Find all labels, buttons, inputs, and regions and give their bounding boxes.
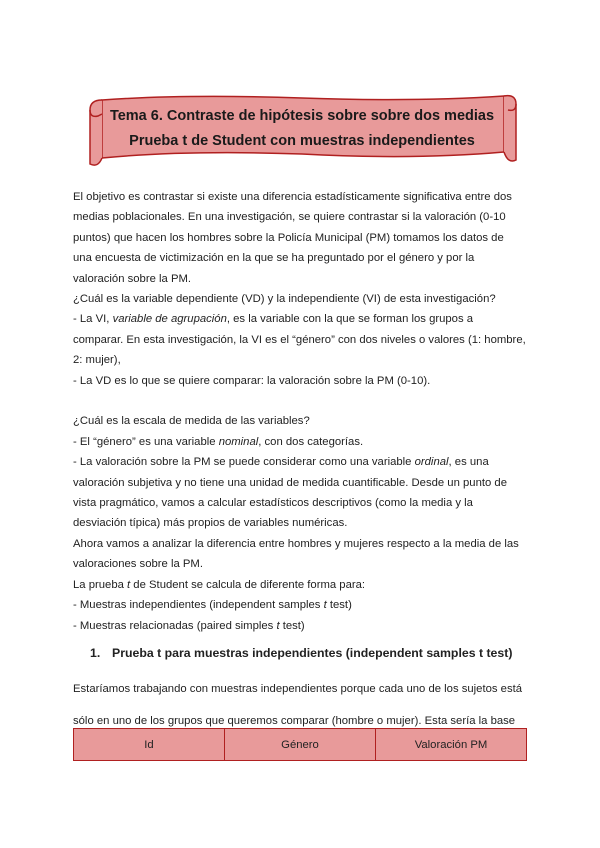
section-number: 1. xyxy=(90,646,101,660)
prueba-italic: t xyxy=(127,578,131,591)
intro-line: medias poblacionales. En una investigación, se quiere contrastar si la valoración (0-10 xyxy=(73,211,506,224)
list-italic: t xyxy=(323,599,327,612)
genero-prefix: - El “género” es una variable xyxy=(73,435,219,448)
vi-rest: , es la variable con la que se forman los grupos a xyxy=(226,313,474,326)
list-prefix: - Muestras independientes (independent samples xyxy=(73,599,324,612)
valoracion-line: valoración subjetiva y no tiene una unidad de medida cuantificable. Desde un punto de xyxy=(73,476,507,489)
intro-line: una encuesta de victimización en la que se ha preguntado por el género y por la xyxy=(73,252,475,265)
intro-line: puntos) que hacen los hombres sobre la Policía Municipal (PM) tomamos los datos de xyxy=(73,231,504,244)
header-id: Id xyxy=(74,729,225,761)
genero-line xyxy=(73,432,527,452)
question-variables: ¿Cuál es la variable dependiente (VD) y la independiente (VI) de esta investigación? xyxy=(73,293,496,306)
list-rest: test) xyxy=(279,619,305,632)
valoracion-prefix: - La valoración sobre la PM se puede considerar como una variable xyxy=(73,456,415,469)
vd-line: - La VD es lo que se quiere comparar: la valoración sobre la PM (0-10). xyxy=(73,374,431,387)
data-table xyxy=(73,728,527,761)
valoracion-line xyxy=(73,452,527,472)
prueba-rest: de Student se calcula de diferente forma para: xyxy=(130,578,366,591)
vi-line xyxy=(73,309,527,329)
vi-italic: variable de agrupación xyxy=(112,313,227,326)
genero-italic: nominal xyxy=(218,435,259,448)
list-item xyxy=(73,616,527,636)
section-heading xyxy=(73,646,527,660)
list-item xyxy=(73,595,527,615)
section-line: Estaríamos trabajando con muestras independientes porque cada uno de los sujetos está xyxy=(73,683,523,696)
valoracion-italic: ordinal xyxy=(414,456,449,469)
ahora-line: Ahora vamos a analizar la diferencia entre hombres y mujeres respecto a la media de las xyxy=(73,537,519,550)
header-valoracion: Valoración PM xyxy=(376,729,527,761)
list-italic: t xyxy=(276,619,280,632)
list-rest: test) xyxy=(326,599,352,612)
valoracion-line: desviación típica) más propios de variables numéricas. xyxy=(73,517,348,530)
vi-line: comparar. En esta investigación, la VI es el “género” con dos niveles o valores (1: hombre, xyxy=(73,333,526,346)
vi-line: 2: mujer), xyxy=(73,354,121,367)
main-text xyxy=(73,187,527,636)
section-line: sólo en uno de los grupos que queremos comparar (hombre o mujer). Esta sería la base xyxy=(73,715,516,727)
header-genero: Género xyxy=(225,729,376,761)
section-title: Prueba t para muestras independientes (independent samples t test) xyxy=(112,646,513,660)
document-title: Tema 6. Contraste de hipótesis sobre sobre dos medias xyxy=(109,108,495,124)
question-scale: ¿Cuál es la escala de medida de las variables? xyxy=(73,415,310,428)
table-header-row xyxy=(74,729,527,761)
ahora-line: valoraciones sobre la PM. xyxy=(73,558,203,571)
document-subtitle: Prueba t de Student con muestras independientes xyxy=(129,133,475,149)
prueba-prefix: La prueba xyxy=(73,578,128,591)
list-prefix: - Muestras relacionadas (paired simples xyxy=(73,619,277,632)
genero-rest: , con dos categorías. xyxy=(258,435,364,448)
intro-line: El objetivo es contrastar si existe una diferencia estadísticamente significativa entre dos xyxy=(73,191,512,203)
prueba-line xyxy=(73,575,527,595)
valoracion-line: vista pragmático, vamos a calcular estadísticos descriptivos (como la media y la xyxy=(73,497,473,510)
vi-prefix: - La VI, xyxy=(73,313,113,326)
valoracion-rest: , es una xyxy=(448,456,489,469)
intro-line: valoración sobre la PM. xyxy=(73,272,192,285)
title-banner xyxy=(84,90,520,168)
